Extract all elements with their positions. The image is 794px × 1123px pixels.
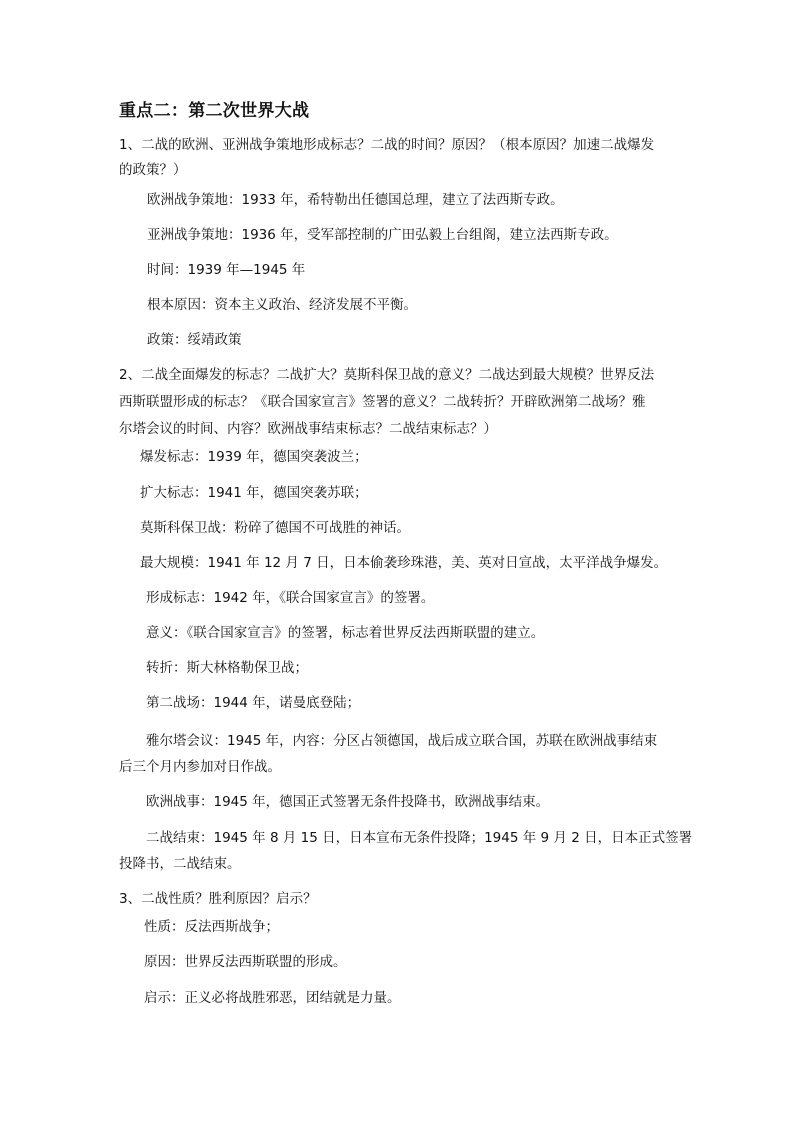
question-3-line-1: 3、二战性质？胜利原因？启示？ bbox=[119, 891, 317, 907]
answer-2-second-front: 第二战场：1944 年，诺曼底登陆； bbox=[146, 695, 361, 711]
answer-1-policy: 政策：绥靖政策 bbox=[147, 332, 242, 348]
answer-2-yalta-line-2: 后三个月内参加对日作战。 bbox=[119, 759, 281, 775]
answer-3-reason: 原因：世界反法西斯联盟的形成。 bbox=[144, 954, 347, 970]
answer-1-cause: 根本原因：资本主义政治、经济发展不平衡。 bbox=[147, 297, 417, 313]
answer-2-war-end-line-2: 投降书，二战结束。 bbox=[119, 856, 241, 872]
question-1-line-1: 1、二战的欧洲、亚洲战争策地形成标志？二战的时间？原因？（根本原因？加速二战爆发 bbox=[119, 137, 655, 153]
question-1-line-2: 的政策？） bbox=[119, 162, 187, 178]
answer-3-lesson: 启示：正义必将战胜邪恶，团结就是力量。 bbox=[144, 990, 401, 1006]
question-2-line-1: 2、二战全面爆发的标志？二战扩大？莫斯科保卫战的意义？二战达到最大规模？世界反法 bbox=[119, 367, 655, 383]
answer-2-expansion: 扩大标志：1941 年，德国突袭苏联； bbox=[140, 485, 368, 501]
answer-2-formation: 形成标志：1942 年，《联合国家宣言》的签署。 bbox=[146, 590, 435, 606]
answer-2-max-scale: 最大规模：1941 年 12 月 7 日，日本偷袭珍珠港，美、英对日宣战，太平洋战争爆发。 bbox=[140, 555, 668, 571]
answer-2-turning-point: 转折：斯大林格勒保卫战； bbox=[146, 660, 308, 676]
answer-2-moscow: 莫斯科保卫战：粉碎了德国不可战胜的神话。 bbox=[140, 520, 410, 536]
answer-2-yalta-line-1: 雅尔塔会议：1945 年，内容：分区占领德国，战后成立联合国，苏联在欧洲战事结束 bbox=[146, 733, 658, 749]
answer-2-europe-end: 欧洲战事：1945 年，德国正式签署无条件投降书，欧洲战事结束。 bbox=[146, 794, 550, 810]
answer-3-nature: 性质：反法西斯战争； bbox=[144, 919, 279, 935]
answer-1-asia: 亚洲战争策地：1936 年，受军部控制的广田弘毅上台组阁，建立法西斯专政。 bbox=[147, 227, 618, 243]
question-2-line-3: 尔塔会议的时间、内容？欧洲战事结束标志？二战结束标志？） bbox=[119, 421, 497, 437]
answer-1-time: 时间：1939 年—1945 年 bbox=[147, 262, 306, 278]
page-title: 重点二：第二次世界大战 bbox=[119, 101, 310, 121]
answer-1-europe: 欧洲战争策地：1933 年，希特勒出任德国总理，建立了法西斯专政。 bbox=[147, 192, 564, 208]
question-2-line-2: 西斯联盟形成的标志？《联合国家宣言》签署的意义？二战转折？开辟欧洲第二战场？雅 bbox=[119, 394, 646, 410]
answer-2-outbreak: 爆发标志：1939 年，德国突袭波兰； bbox=[140, 449, 368, 465]
answer-2-significance: 意义：《联合国家宣言》的签署，标志着世界反法西斯联盟的建立。 bbox=[146, 625, 545, 641]
answer-2-war-end-line-1: 二战结束：1945 年 8 月 15 日，日本宣布无条件投降；1945 年 9 月 2 日，日本正式签署 bbox=[146, 830, 693, 846]
